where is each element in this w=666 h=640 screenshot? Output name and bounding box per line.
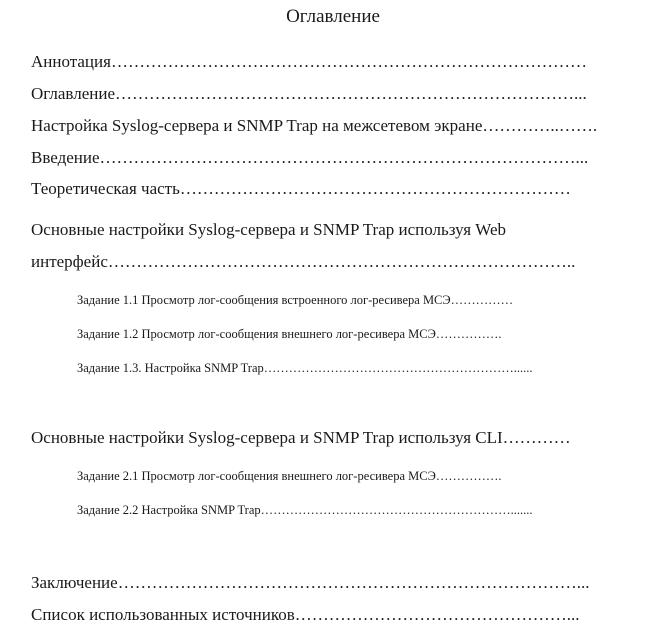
toc-entry-annotation[interactable]: Аннотация………………………………………………………………………… — [31, 52, 587, 71]
toc-subentry-task-1-2[interactable]: Задание 1.2 Просмотр лог-сообщения внешнего лог-ресивера МСЭ……………. — [77, 327, 502, 341]
toc-entry-syslog-snmp-firewall[interactable]: Настройка Syslog-сервера и SNMP Trap на межсетевом экране…………..……. — [31, 116, 598, 135]
toc-entry-conclusion[interactable]: Заключение………………………………………………………………………... — [31, 573, 590, 592]
toc-entry-references[interactable]: Список использованных источников…………………………………………... — [31, 605, 580, 624]
toc-entry-contents[interactable]: Оглавление………………………………………………………………………... — [31, 84, 587, 103]
toc-entry-web-settings-line2[interactable]: интерфейс……………………………………………………………………….. — [31, 252, 576, 271]
toc-subentry-task-1-1[interactable]: Задание 1.1 Просмотр лог-сообщения встроенного лог-ресивера МСЭ…………… — [77, 293, 514, 307]
toc-subentry-task-1-3[interactable]: Задание 1.3. Настройка SNMP Trap……………………………………………………...... — [77, 361, 533, 375]
toc-entry-cli-settings[interactable]: Основные настройки Syslog-сервера и SNMP Trap используя CLI………… — [31, 428, 571, 447]
toc-subentry-task-2-1[interactable]: Задание 2.1 Просмотр лог-сообщения внешнего лог-ресивера МСЭ……………. — [77, 469, 502, 483]
toc-entry-theory[interactable]: Теоретическая часть…………………………………………………………… — [31, 179, 571, 198]
toc-entry-web-settings-line1[interactable]: Основные настройки Syslog-сервера и SNMP Trap используя Web — [31, 220, 507, 239]
toc-entry-introduction[interactable]: Введение…………………………………………………………………………... — [31, 148, 589, 167]
toc-subentry-task-2-2[interactable]: Задание 2.2 Настройка SNMP Trap……………………………………………………....... — [77, 503, 533, 517]
toc-title: Оглавление — [286, 6, 380, 27]
